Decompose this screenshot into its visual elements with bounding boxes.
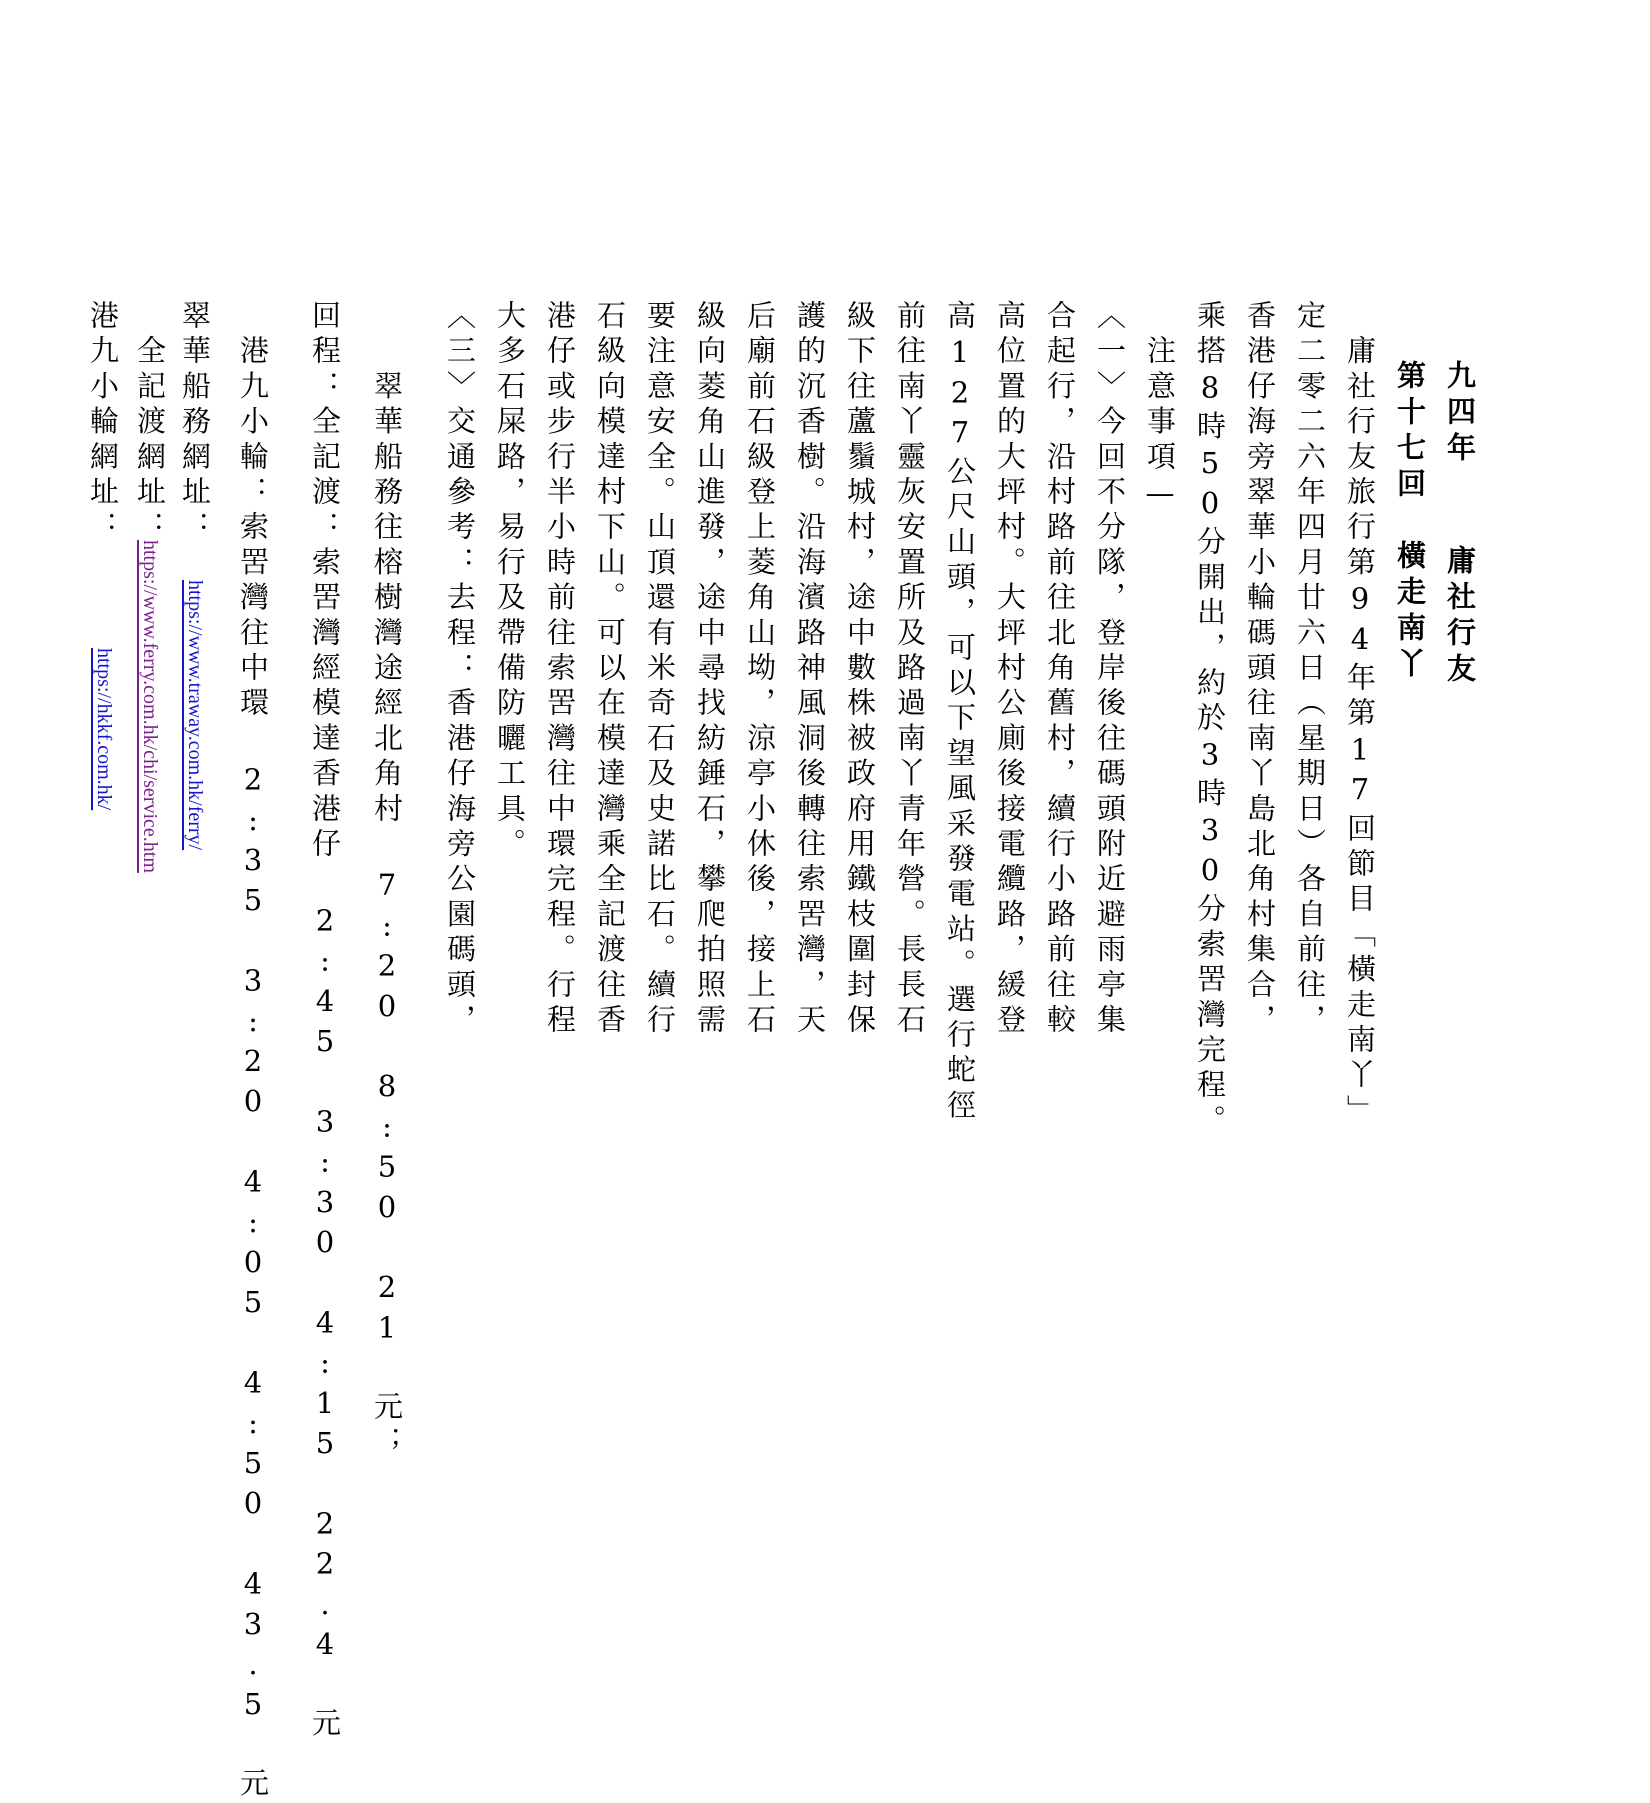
body-column: 高位置的大坪村。大坪村公廁後接電纜路，緩登 xyxy=(993,300,1027,1040)
chuen-kee-website-link[interactable]: https://www.ferry.com.hk/chi/service.htm xyxy=(139,540,161,873)
body-column: 高127公尺山頭，可以下望風采發電站。選行蛇徑 xyxy=(943,300,977,1125)
body-column: 級下往蘆鬚城村，途中數株被政府用鐵枝圍封保 xyxy=(843,300,877,1040)
body-column: 前往南丫靈灰安置所及路過南丫青年營。長長石 xyxy=(893,300,927,1040)
heading-year: 九四年 庸社行友 xyxy=(1443,360,1477,689)
body-column: 庸社行友旅行第94年第17回節目「橫走南丫」 xyxy=(1343,300,1377,1130)
transport-heading: 〈三〉交通參考：去程：香港仔海旁公園碼頭， xyxy=(443,300,477,1040)
body-column: 合起行，沿村路前往北角舊村，續行小路前往較 xyxy=(1043,300,1077,1040)
body-column: 港仔或步行半小時前往索罟灣往中環完程。行程 xyxy=(543,300,577,1040)
body-column: 〈一〉今回不分隊，登岸後往碼頭附近避雨亭集 xyxy=(1093,300,1127,1040)
body-column: 香港仔海旁翠華小輪碼頭往南丫島北角村集合， xyxy=(1243,300,1277,1040)
body-column: 大多石屎路，易行及帶備防曬工具。 xyxy=(493,300,527,864)
body-column: 定二零二六年四月廿六日（星期日）各自前往， xyxy=(1293,300,1327,1040)
heading-event: 第十七回 橫走南丫 xyxy=(1393,360,1427,684)
body-column: 乘搭8時50分開出，約於3時30分索罟灣完程。 xyxy=(1193,300,1227,1140)
body-column: 要注意安全。山頂還有米奇石及史諾比石。續行 xyxy=(643,300,677,1040)
body-column: 后廟前石級登上菱角山坳，涼亭小休後，接上石 xyxy=(743,300,777,1040)
return-schedule-chuen-kee: 回程：全記渡：索罟灣經模達香港仔 2:45 3:30 4:15 22.4 元 xyxy=(308,300,342,1743)
hkkf-website-link[interactable]: https://hkkf.com.hk/ xyxy=(93,648,115,811)
tsui-wah-website-label: 翠華船務網址： xyxy=(178,300,212,547)
body-column: 級向菱角山進發，途中尋找紡錘石，攀爬拍照需 xyxy=(693,300,727,1040)
tsui-wah-website-link[interactable]: https://www.traway.com.hk/ferry/ xyxy=(184,580,206,851)
notes-heading: 注意事項— xyxy=(1143,300,1177,517)
chuen-kee-website-label: 全記渡網址： xyxy=(133,300,167,547)
body-column: 護的沉香樹。沿海濱路神風洞後轉往索罟灣，天 xyxy=(793,300,827,1040)
return-schedule-hkkf: 港九小輪：索罟灣往中環 2:35 3:20 4:05 4:50 43.5 元 xyxy=(236,300,270,1803)
outbound-schedule: 翠華船務往榕樹灣途經北角村 7:20 8:50 21 元； xyxy=(370,300,404,1462)
hkkf-website-label: 港九小輪網址： xyxy=(86,300,120,547)
body-column: 石級向模達村下山。可以在模達灣乘全記渡往香 xyxy=(593,300,627,1040)
